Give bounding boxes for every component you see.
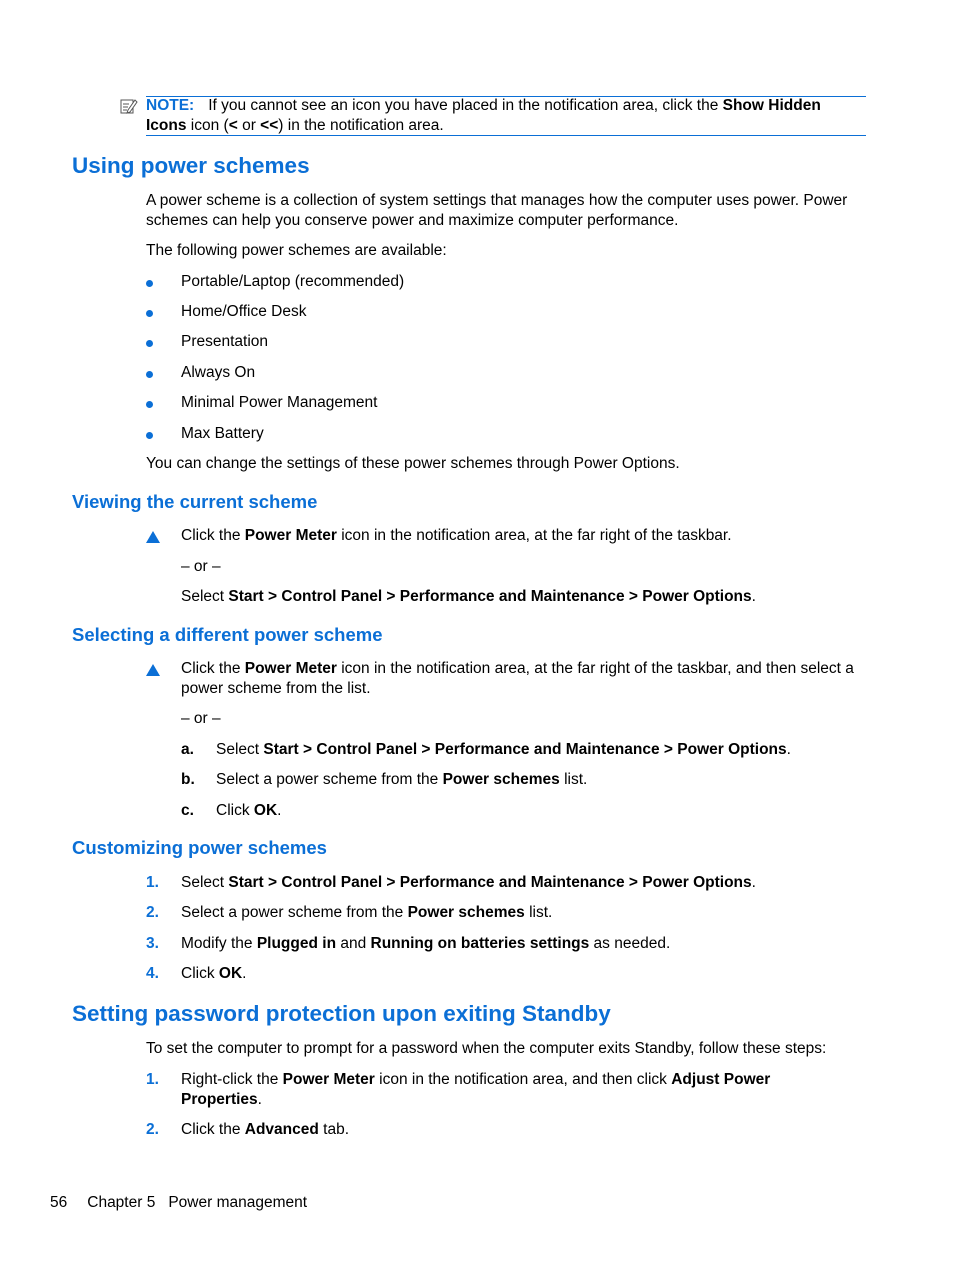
bullet-icon bbox=[146, 371, 153, 378]
text-part: . bbox=[751, 588, 756, 605]
text-part: icon in the notification area, at the far right of the taskbar. bbox=[336, 527, 732, 544]
list-item: Presentation bbox=[181, 333, 269, 350]
or-separator: – or – bbox=[181, 558, 221, 575]
step-text bbox=[181, 1120, 871, 1140]
list-item: Portable/Laptop (recommended) bbox=[181, 273, 405, 290]
bold-text: Advanced bbox=[244, 1121, 319, 1138]
bold-text: Plugged in bbox=[256, 935, 337, 952]
step-text bbox=[181, 526, 871, 546]
step-text bbox=[181, 964, 871, 984]
text-part: Select a power scheme from the bbox=[181, 904, 408, 921]
substep-text bbox=[216, 740, 866, 760]
step-text bbox=[181, 587, 871, 607]
bullet-icon bbox=[146, 432, 153, 439]
text-part: Select bbox=[181, 588, 229, 605]
step-text bbox=[181, 1070, 821, 1110]
step-text bbox=[181, 934, 871, 954]
note-bold: Show Hidden bbox=[722, 97, 821, 114]
step-number: 2. bbox=[146, 1121, 159, 1138]
note-bold: < bbox=[228, 117, 238, 134]
step-number: 1. bbox=[146, 874, 159, 891]
list-item: Max Battery bbox=[181, 425, 264, 442]
substep-text bbox=[216, 770, 866, 790]
text-part: and bbox=[336, 935, 371, 952]
bold-text: OK bbox=[253, 802, 278, 819]
note-bold: Icons bbox=[146, 117, 187, 134]
text-part: Click the bbox=[181, 527, 245, 544]
text-part: Modify the bbox=[181, 935, 257, 952]
triangle-bullet-icon bbox=[146, 531, 160, 543]
outro-paragraph: You can change the settings of these power schemes through Power Options. bbox=[146, 455, 680, 472]
text-part: icon in the notification area, and then click bbox=[374, 1071, 672, 1088]
bold-text: Start > Control Panel > Performance and Maintenance > Power Options bbox=[263, 741, 787, 758]
text-part: tab. bbox=[318, 1121, 350, 1138]
page-footer bbox=[50, 1193, 327, 1213]
text-part: . bbox=[751, 874, 756, 891]
text-part: . bbox=[257, 1091, 262, 1108]
intro-paragraph: A power scheme is a collection of system settings that manages how the computer uses power. Power schemes can help you conserve power and maximize computer performance. bbox=[146, 192, 848, 229]
bold-text: Running on batteries settings bbox=[370, 935, 590, 952]
step-number: 3. bbox=[146, 935, 159, 952]
chapter-label: Chapter 5 bbox=[87, 1194, 156, 1211]
heading-viewing-current-scheme: Viewing the current scheme bbox=[72, 491, 318, 512]
heading-using-power-schemes: Using power schemes bbox=[72, 153, 310, 178]
bold-text: Adjust Power Properties bbox=[181, 1071, 771, 1108]
intro-paragraph: To set the computer to prompt for a password when the computer exits Standby, follow these steps: bbox=[146, 1040, 827, 1057]
note-text-part: or bbox=[237, 117, 261, 134]
note-text-part: icon ( bbox=[186, 117, 229, 134]
heading-password-protection-standby: Setting password protection upon exiting Standby bbox=[72, 1001, 611, 1026]
triangle-bullet-icon bbox=[146, 664, 160, 676]
list-item: Minimal Power Management bbox=[181, 394, 378, 411]
bold-text: Power Meter bbox=[244, 527, 337, 544]
bold-text: Start > Control Panel > Performance and Maintenance > Power Options bbox=[228, 874, 752, 891]
list-item: Always On bbox=[181, 364, 256, 381]
text-part: Select bbox=[181, 874, 229, 891]
list-item: Home/Office Desk bbox=[181, 303, 307, 320]
text-part: list. bbox=[524, 904, 553, 921]
or-separator: – or – bbox=[181, 710, 221, 727]
step-text bbox=[181, 873, 871, 893]
step-number: 4. bbox=[146, 965, 159, 982]
bold-text: Power schemes bbox=[407, 904, 525, 921]
note-bold: << bbox=[260, 117, 279, 134]
step-number: 1. bbox=[146, 1071, 159, 1088]
bullet-icon bbox=[146, 340, 153, 347]
bold-text: OK bbox=[218, 965, 243, 982]
text-part: icon in the notification area, at the far right of the taskbar, and then select a power scheme from the list. bbox=[181, 660, 854, 697]
heading-customizing-power-schemes: Customizing power schemes bbox=[72, 837, 327, 858]
text-part: . bbox=[786, 741, 791, 758]
substep-label: b. bbox=[181, 771, 195, 788]
bold-text: Power Meter bbox=[244, 660, 337, 677]
text-part: . bbox=[277, 802, 282, 819]
page-number: 56 bbox=[50, 1194, 68, 1211]
note-pencil-icon bbox=[120, 97, 138, 115]
note-text-part: If you cannot see an icon you have placed in the notification area, click the bbox=[208, 97, 723, 114]
bullet-icon bbox=[146, 310, 153, 317]
text-part: Right-click the bbox=[181, 1071, 283, 1088]
note-text-part: ) in the notification area. bbox=[278, 117, 444, 134]
available-paragraph: The following power schemes are available: bbox=[146, 242, 447, 259]
bold-text: Power schemes bbox=[442, 771, 560, 788]
step-number: 2. bbox=[146, 904, 159, 921]
note-label: NOTE: bbox=[146, 97, 195, 114]
bold-text: Power Meter bbox=[282, 1071, 375, 1088]
text-part: as needed. bbox=[589, 935, 671, 952]
text-part: Click the bbox=[181, 660, 245, 677]
text-part: Select a power scheme from the bbox=[216, 771, 443, 788]
bold-text: Start > Control Panel > Performance and Maintenance > Power Options bbox=[228, 588, 752, 605]
bullet-icon bbox=[146, 280, 153, 287]
text-part: Click the bbox=[181, 1121, 245, 1138]
step-text bbox=[181, 659, 871, 699]
text-part: Select bbox=[216, 741, 264, 758]
substep-text bbox=[216, 801, 866, 821]
text-part: . bbox=[242, 965, 247, 982]
note-text bbox=[146, 96, 866, 136]
substep-label: a. bbox=[181, 741, 194, 758]
heading-selecting-power-scheme: Selecting a different power scheme bbox=[72, 624, 383, 645]
chapter-title: Power management bbox=[168, 1194, 308, 1211]
bullet-icon bbox=[146, 401, 153, 408]
substep-label: c. bbox=[181, 802, 194, 819]
text-part: list. bbox=[559, 771, 588, 788]
text-part: Click bbox=[216, 802, 254, 819]
step-text bbox=[181, 903, 871, 923]
text-part: Click bbox=[181, 965, 219, 982]
